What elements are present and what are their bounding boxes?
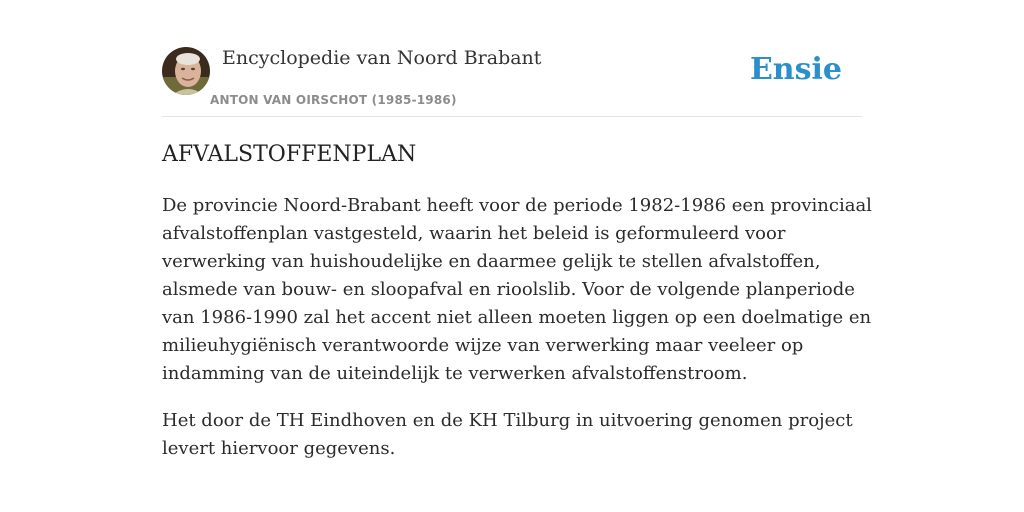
article-paragraph: Het door de TH Eindhoven en de KH Tilburg in uitvoering genomen project levert hiervoor gegevens.: [162, 410, 853, 459]
article-header: [162, 46, 862, 117]
article-headword: AFVALSTOFFENPLAN: [162, 142, 417, 167]
author-photo-icon: [162, 47, 210, 95]
author-avatar[interactable]: [162, 47, 210, 95]
source-title[interactable]: Encyclopedie van Noord Brabant: [222, 47, 542, 69]
author-name[interactable]: ANTON VAN OIRSCHOT (1985-1986): [210, 93, 457, 107]
article-paragraph: De provincie Noord-Brabant heeft voor de periode 1982-1986 een provinciaal afvalstoffenplan vastgesteld, waarin het beleid is geformuleerd voor verwerking van huishoudelijke en daarmee gelijk te stellen afvalstoffen, alsmede van bouw- en sloopafval en rioolslib. Voor de volgende planperiode van 1986-1990 zal het accent niet alleen moeten liggen op een doelmatige en milieuhygiënisch verantwoorde wijze van verwerking maar veeleer op indamming van de uiteindelijk te verwerken afvalstoffenstroom.: [162, 195, 872, 384]
article-body: [162, 192, 872, 482]
ensie-logo[interactable]: Ensie: [749, 52, 842, 87]
